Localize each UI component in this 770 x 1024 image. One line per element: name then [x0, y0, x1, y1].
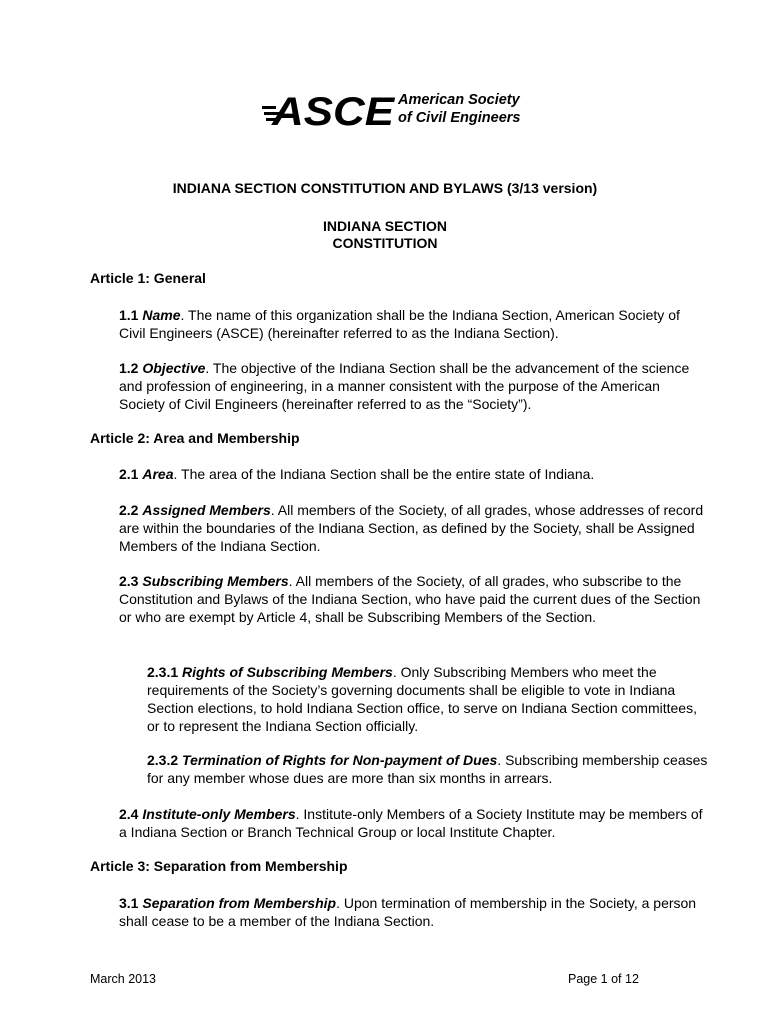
- section-term: Subscribing Members: [142, 573, 289, 589]
- section-term: Rights of Subscribing Members: [182, 664, 393, 680]
- document-subtitle-1: INDIANA SECTION: [323, 218, 447, 234]
- article-2-heading: Article 2: Area and Membership: [90, 430, 300, 446]
- section-number: 3.1: [119, 895, 139, 911]
- section-term: Name: [142, 307, 181, 323]
- section-text: . Only Subscribing Members who meet the requirements of the Society’s governing documents shall be eligible to vote in Indiana Section elections, to hold Indiana Section office, to serve on Indiana Section committees, or to represent the Indiana Section officially.: [147, 664, 697, 734]
- document-subtitle-2: CONSTITUTION: [332, 235, 438, 251]
- section-number: 2.4: [119, 806, 139, 822]
- article-1-heading: Article 1: General: [90, 270, 206, 286]
- section-term: Assigned Members: [142, 502, 271, 518]
- section-2-1: [119, 465, 709, 483]
- section-2-3-1: [147, 663, 709, 735]
- logo-line-2: of Civil Engineers: [398, 110, 521, 126]
- section-text: . Upon termination of membership in the Society, a person shall cease to be a member of the Indiana Section.: [119, 895, 697, 929]
- section-text: . All members of the Society, of all grades, whose addresses of record are within the boundaries of the Indiana Section, as defined by the Society, shall be Assigned Members of the Indiana Section.: [119, 502, 704, 554]
- section-2-3: [119, 572, 709, 626]
- section-term: Separation from Membership: [142, 895, 337, 911]
- section-term: Area: [142, 466, 174, 482]
- section-1-2: [119, 359, 709, 413]
- logo-line-1: American Society: [398, 92, 520, 108]
- section-term: Termination of Rights for Non-payment of Dues: [182, 752, 498, 768]
- document-title: INDIANA SECTION CONSTITUTION AND BYLAWS (3/13 version): [172, 180, 598, 196]
- section-term: Objective: [142, 360, 206, 376]
- section-number: 2.2: [119, 502, 139, 518]
- section-number: 2.1: [119, 466, 139, 482]
- asce-logo-letters: ASCE: [270, 90, 396, 130]
- section-text: . Subscribing membership ceases for any member whose dues are more than six months in arrears.: [147, 752, 708, 786]
- section-number: 2.3: [119, 573, 139, 589]
- footer-date: March 2013: [90, 972, 157, 986]
- section-number: 1.2: [119, 360, 139, 376]
- section-term: Institute-only Members: [142, 806, 296, 822]
- section-1-1: [119, 306, 709, 342]
- section-number: 2.3.2: [147, 752, 179, 768]
- section-number: 2.3.1: [147, 664, 179, 680]
- footer-page-number: Page 1 of 12: [568, 972, 639, 986]
- section-2-3-2: [147, 751, 709, 787]
- section-3-1: [119, 894, 709, 930]
- article-3-heading: Article 3: Separation from Membership: [90, 858, 348, 874]
- section-text: . All members of the Society, of all grades, who subscribe to the Constitution and Bylaws of the Indiana Section, who have paid the current dues of the Section or who are exempt by Article 4, shall be Subscribing Members of the Section.: [119, 573, 701, 625]
- section-text: . The objective of the Indiana Section shall be the advancement of the science and profession of engineering, in a manner consistent with the purpose of the American Society of Civil Engineers (hereinafter referred to as the “Society”).: [119, 360, 690, 412]
- section-number: 1.1: [119, 307, 139, 323]
- section-2-4: [119, 805, 709, 841]
- section-text: . The area of the Indiana Section shall be the entire state of Indiana.: [173, 466, 595, 482]
- asce-logo: [262, 90, 534, 130]
- section-text: . Institute-only Members of a Society Institute may be members of a Indiana Section or Branch Technical Group or local Institute Chapter.: [119, 806, 703, 840]
- section-2-2: [119, 501, 709, 555]
- section-text: . The name of this organization shall be the Indiana Section, American Society of Civil Engineers (ASCE) (hereinafter referred to as the Indiana Section).: [119, 307, 680, 341]
- asce-logo-mark-icon: [262, 90, 396, 130]
